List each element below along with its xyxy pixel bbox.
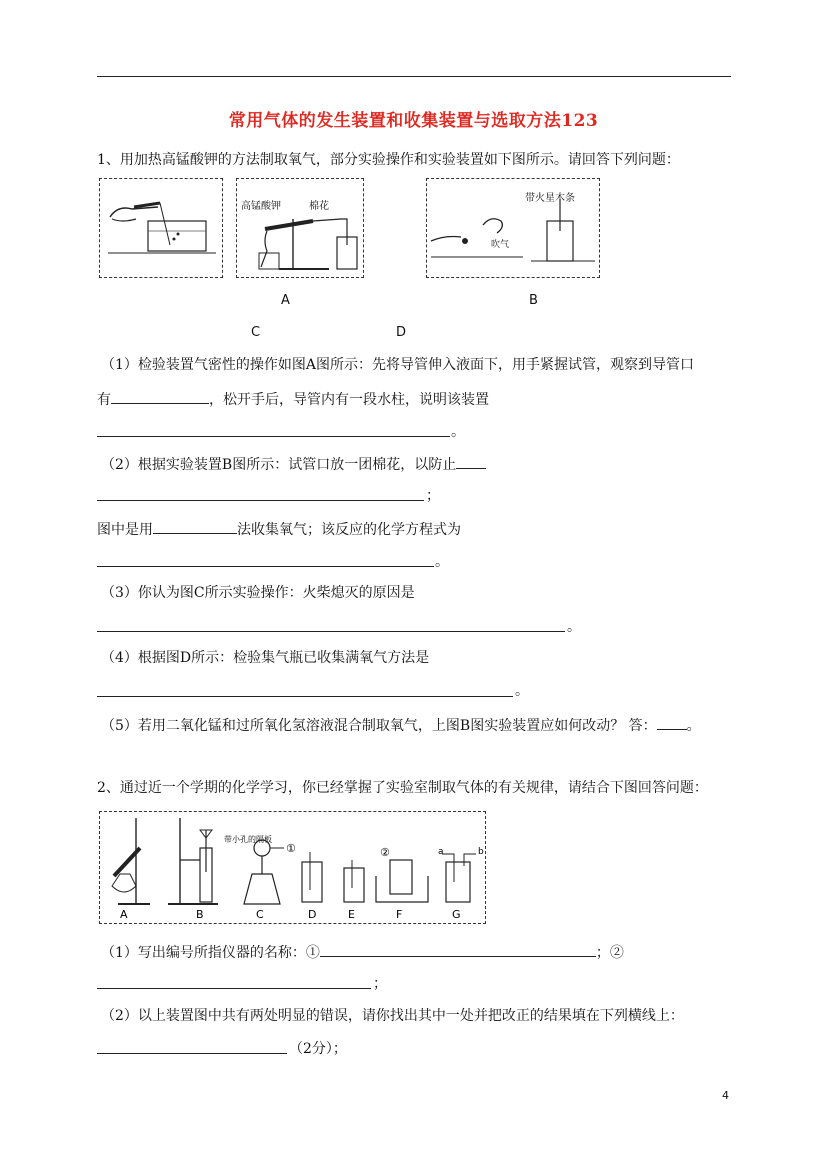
figure-label-d: D	[396, 325, 407, 340]
answer-line-1-2a[interactable]	[97, 500, 424, 501]
answer-line-1-1b[interactable]	[97, 436, 450, 437]
figure-label-b: B	[529, 293, 538, 308]
q1-p3-line1: （3）你认为图C所示实验操作：火柴熄灭的原因是	[101, 585, 415, 601]
q2-p1-line2-end: ；	[373, 976, 387, 992]
page-title: 常用气体的发生装置和收集装置与选取方法123	[228, 111, 599, 131]
figure-a-illustration	[100, 179, 222, 277]
q1-p1-line2-a: 有	[97, 392, 111, 408]
q1-p2-line1	[101, 454, 486, 474]
q1-p2-line4-end: 。	[435, 554, 449, 570]
answer-blank-1-2a[interactable]	[456, 454, 486, 469]
q2-p2-line2-end: （2分）；	[289, 1041, 347, 1057]
figure-cd-illustration	[427, 179, 599, 277]
figure-label-a: A	[281, 293, 290, 308]
q1-p4-line1: （4）根据图D所示：检验集气瓶已收集满氧气方法是	[101, 650, 430, 666]
q1-p1-line1: （1）检验装置气密性的操作如图A图所示：先将导管伸入液面下，用手紧握试管，观察到导管口	[101, 357, 695, 373]
q1-p2-line3-a: 图中是用	[97, 522, 153, 538]
q1-stem: 1、用加热高锰酸钾的方法制取氧气，部分实验操作和实验装置如下图所示。请回答下列问题：	[97, 152, 680, 168]
q2-p1-b: ；②	[595, 945, 624, 961]
answer-blank-1-5[interactable]	[657, 715, 687, 730]
q2-p2-line1: （2）以上装置图中共有两处明显的错误，请你找出其中一处并把改正的结果填在下列横线上：	[101, 1008, 684, 1024]
q2-plate-text: 带小孔的隔板	[224, 835, 272, 844]
label-cotton: 棉花	[309, 201, 329, 212]
answer-line-1-4[interactable]	[97, 696, 513, 697]
q1-p2-line3-b: 法收集氧气；该反应的化学方程式为	[237, 522, 461, 538]
q2-label-small-b: b	[478, 847, 484, 857]
q2-label-b: B	[196, 908, 204, 921]
label-blow: 吹气	[491, 240, 510, 250]
label-splint: 带火星木条	[525, 193, 575, 204]
q2-label-a: A	[120, 908, 128, 921]
answer-line-2-1b[interactable]	[97, 988, 371, 989]
q1-p4-line2-end: 。	[515, 683, 529, 699]
figure-q2-illustration	[100, 812, 485, 923]
q2-label-e: E	[348, 908, 355, 921]
q1-p1-line2-b: ，松开手后，导管内有一段水柱，说明该装置	[209, 392, 489, 408]
q1-p2-line3	[97, 519, 461, 539]
figure-cd-box	[426, 178, 600, 278]
q2-p1-line1	[101, 942, 624, 962]
q1-p5-line1-a: （5）若用二氧化锰和过所氧化氢溶液混合制取氧气，上图B图实验装置应如何改动？ 答：	[101, 718, 657, 734]
q1-p3-line2-end: 。	[567, 619, 581, 635]
q2-label-f: F	[396, 908, 403, 921]
q2-label-g: G	[452, 908, 461, 921]
figure-label-c: C	[251, 325, 261, 340]
answer-line-2-2[interactable]	[97, 1053, 287, 1054]
label-potassium: 高锰酸钾	[241, 201, 281, 212]
answer-blank-2-1a[interactable]	[320, 942, 596, 957]
figure-a-box	[99, 178, 223, 278]
q2-circle1: ①	[286, 842, 296, 855]
q2-label-d: D	[308, 908, 317, 921]
figure-b-illustration	[237, 179, 363, 277]
answer-blank-1-2b[interactable]	[153, 519, 237, 534]
figure-q2-box	[99, 811, 486, 924]
header-rule	[97, 76, 731, 77]
page-number: 4	[722, 1089, 729, 1102]
answer-blank-1-1a[interactable]	[111, 389, 209, 404]
q2-p1-a: （1）写出编号所指仪器的名称：①	[101, 945, 320, 961]
answer-line-1-3[interactable]	[97, 631, 565, 632]
q1-p1-line3-end: 。	[451, 424, 465, 440]
q2-label-c: C	[256, 908, 264, 921]
q1-p2-line2-end: ；	[426, 488, 440, 504]
figure-b-box	[236, 178, 364, 278]
answer-line-1-2c[interactable]	[97, 566, 434, 567]
q2-circle2: ②	[380, 846, 390, 859]
q1-p1-line2	[97, 389, 489, 409]
q1-p2-line1-text: （2）根据实验装置B图所示：试管口放一团棉花，以防止	[101, 457, 457, 473]
q1-p5-line1-end: 。	[686, 718, 701, 734]
q2-label-small-a: a	[438, 847, 444, 857]
q1-p5-line1	[101, 715, 701, 735]
q2-stem: 2、通过近一个学期的化学学习，你已经掌握了实验室制取气体的有关规律，请结合下图回答问题：	[97, 780, 708, 796]
